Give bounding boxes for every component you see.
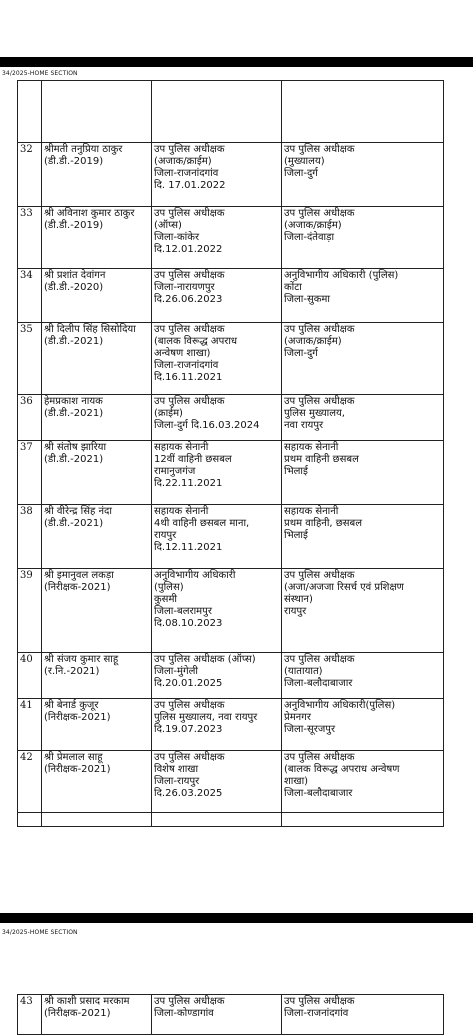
officer-name-cell — [42, 441, 152, 505]
new-posting-cell — [282, 995, 444, 1035]
page-header-2: 34/2025-HOME SECTION — [2, 929, 78, 936]
serial-number-cell: 36 — [18, 395, 42, 441]
serial-number-cell: 35 — [18, 323, 42, 395]
current-posting-cell — [152, 569, 282, 653]
officer-name-line: (निरीक्षक-2021) — [44, 712, 111, 723]
current-posting-line: दि.20.01.2025 — [154, 678, 223, 689]
current-posting-line: दि.22.11.2021 — [154, 478, 223, 489]
table-row — [18, 995, 444, 1035]
current-posting-line: दि.12.01.2022 — [154, 244, 223, 255]
new-posting-line: उप पुलिस अधीक्षक — [284, 144, 355, 155]
page-break-bar — [0, 913, 473, 923]
current-posting-line: जिला-कांकेर — [154, 232, 200, 243]
officer-name-cell — [42, 751, 152, 813]
new-posting-line: उप पुलिस अधीक्षक — [284, 752, 355, 763]
serial-number-cell: 41 — [18, 699, 42, 751]
new-posting-line: जिला-दंतेवाड़ा — [284, 232, 335, 243]
table-continuation-row — [18, 81, 444, 143]
new-posting-cell — [282, 699, 444, 751]
new-posting-cell — [282, 751, 444, 813]
current-posting-line: जिला-राजनांदगांव — [154, 168, 219, 179]
current-posting-line: दि.19.07.2023 — [154, 724, 223, 735]
transfer-table — [17, 80, 444, 827]
current-posting-line: जिला-बलरामपुर — [154, 606, 212, 617]
empty-cell — [152, 813, 282, 827]
table-row — [18, 653, 444, 699]
current-posting-line: दि.08.10.2023 — [154, 618, 223, 629]
new-posting-cell — [282, 323, 444, 395]
officer-name-cell — [42, 207, 152, 269]
new-posting-line: (अजा/अजजा रिसर्च एवं प्रशिक्षण — [284, 582, 404, 593]
current-posting-line: अन्वेषण शाखा) — [154, 348, 211, 359]
officer-name-line: श्री काशी प्रसाद मरकाम — [44, 996, 130, 1007]
officer-name-line: (डी.डी.-2020) — [44, 282, 104, 293]
current-posting-line: जिला-रायपुर — [154, 776, 200, 787]
new-posting-cell — [282, 569, 444, 653]
current-posting-line: दि.26.03.2025 — [154, 788, 223, 799]
officer-name-line: श्री बेनार्ड कुजूर — [44, 700, 99, 711]
new-posting-line: नवा रायपुर — [284, 420, 324, 431]
serial-number-cell: 38 — [18, 505, 42, 569]
officer-name-line: (डी.डी.-2019) — [44, 220, 104, 231]
officer-name-line: हेमप्रकाश नायक — [44, 396, 103, 407]
current-posting-cell — [152, 441, 282, 505]
transfer-table-continued — [17, 994, 444, 1035]
new-posting-cell — [282, 143, 444, 207]
current-posting-line: (अजाक/क्राईम) — [154, 156, 212, 167]
current-posting-line: उप पुलिस अधीक्षक — [154, 324, 225, 335]
current-posting-line: 12वीं वाहिनी छसबल — [154, 454, 232, 465]
serial-number-cell: 43 — [18, 995, 42, 1035]
serial-number-cell: 32 — [18, 143, 42, 207]
new-posting-line: उप पुलिस अधीक्षक — [284, 654, 355, 665]
officer-name-line: श्री प्रशांत देवांगन — [44, 270, 106, 281]
current-posting-cell — [152, 995, 282, 1035]
current-posting-line: जिला-दुर्ग दि.16.03.2024 — [154, 420, 260, 431]
empty-cell — [18, 813, 42, 827]
officer-name-line: (निरीक्षक-2021) — [44, 1008, 111, 1019]
new-posting-line: जिला-सूरजपुर — [284, 724, 336, 735]
current-posting-cell — [152, 269, 282, 323]
new-posting-line: अनुविभागीय अधिकारी(पुलिस) — [284, 700, 396, 711]
current-posting-line: पुलिस मुख्यालय, नवा रायपुर — [154, 712, 258, 723]
current-posting-line: (क्राईम) — [154, 408, 183, 419]
officer-name-cell — [42, 699, 152, 751]
current-posting-line: सहायक सेनानी — [154, 506, 209, 517]
current-posting-cell — [152, 323, 282, 395]
page-header: 34/2025-HOME SECTION — [2, 70, 78, 77]
new-posting-line: उप पुलिस अधीक्षक — [284, 396, 355, 407]
officer-name-line: (निरीक्षक-2021) — [44, 764, 111, 775]
current-posting-line: (बालक विरूद्ध अपराध — [154, 336, 238, 347]
officer-name-line: श्री वीरेन्द्र सिंह नंदा — [44, 506, 112, 517]
officer-name-line: श्री अविनाश कुमार ठाकुर — [44, 208, 135, 219]
new-posting-line: (अजाक/क्राईम) — [284, 336, 342, 347]
current-posting-cell — [152, 207, 282, 269]
new-posting-line: उप पुलिस अधीक्षक — [284, 208, 355, 219]
current-posting-line: उप पुलिस अधीक्षक — [154, 700, 225, 711]
officer-name-line: (डी.डी.-2019) — [44, 156, 104, 167]
table-row — [18, 207, 444, 269]
new-posting-line: जिला-बलौदाबाजार — [284, 788, 353, 799]
new-posting-cell — [282, 395, 444, 441]
new-posting-line: अनुविभागीय अधिकारी (पुलिस) — [284, 270, 399, 281]
current-posting-line: उप पुलिस अधीक्षक — [154, 396, 225, 407]
table-row — [18, 441, 444, 505]
current-posting-line: जिला-कोण्डागांव — [154, 1008, 214, 1019]
officer-name-line: (डी.डी.-2021) — [44, 336, 104, 347]
officer-name-cell — [42, 269, 152, 323]
new-posting-line: प्रथम वाहिनी, छसबल — [284, 518, 363, 529]
officer-name-line: श्री इमानुवल लकड़ा — [44, 570, 114, 581]
new-posting-line: सहायक सेनानी — [284, 506, 339, 517]
current-posting-line: दि.16.11.2021 — [154, 372, 223, 383]
officer-name-line: (डी.डी.-2021) — [44, 408, 104, 419]
current-posting-line: दि.26.06.2023 — [154, 294, 223, 305]
new-posting-line: जिला-सुकमा — [284, 294, 330, 305]
new-posting-line: भिलाई — [284, 530, 308, 541]
current-posting-line: उप पुलिस अधीक्षक — [154, 270, 225, 281]
officer-name-line: (निरीक्षक-2021) — [44, 582, 111, 593]
current-posting-cell — [152, 653, 282, 699]
current-posting-line: दि.12.11.2021 — [154, 542, 223, 553]
current-posting-line: दि. 17.01.2022 — [154, 180, 226, 191]
new-posting-cell — [282, 505, 444, 569]
current-posting-line: 4थी वाहिनी छसबल माना, — [154, 518, 250, 529]
table-row — [18, 143, 444, 207]
current-posting-cell — [152, 143, 282, 207]
current-posting-cell — [152, 395, 282, 441]
current-posting-cell — [152, 699, 282, 751]
serial-number-cell: 37 — [18, 441, 42, 505]
officer-name-cell — [42, 569, 152, 653]
current-posting-line: उप पुलिस अधीक्षक (ऑप्स) — [154, 654, 256, 665]
serial-number-cell: 33 — [18, 207, 42, 269]
current-posting-line: रामानुजगंज — [154, 466, 196, 477]
current-posting-line: उप पुलिस अधीक्षक — [154, 752, 225, 763]
new-posting-line: सहायक सेनानी — [284, 442, 339, 453]
table-row — [18, 569, 444, 653]
new-posting-line: (अजाक/क्राईम) — [284, 220, 342, 231]
new-posting-line: शाखा) — [284, 776, 309, 787]
new-posting-cell — [282, 207, 444, 269]
empty-cell — [42, 813, 152, 827]
new-posting-line: पुलिस मुख्यालय, — [284, 408, 345, 419]
new-posting-line: रायपुर — [284, 606, 307, 617]
officer-name-line: श्री प्रेमलाल साहू — [44, 752, 103, 763]
new-posting-cell — [282, 653, 444, 699]
empty-cell — [282, 813, 444, 827]
serial-number-cell: 42 — [18, 751, 42, 813]
officer-name-line: श्रीमती तनुप्रिया ठाकुर — [44, 144, 123, 155]
current-posting-line: अनुविभागीय अधिकारी — [154, 570, 236, 581]
page-top-bar — [0, 57, 473, 67]
current-posting-line: उप पुलिस अधीक्षक — [154, 208, 225, 219]
current-posting-line: जिला-राजनांदगांव — [154, 360, 219, 371]
new-posting-line: जिला-राजनांदगांव — [284, 1008, 349, 1019]
officer-name-line: (र.नि.-2021) — [44, 666, 100, 677]
current-posting-line: विशेष शाखा — [154, 764, 199, 775]
current-posting-line: रायपुर — [154, 530, 177, 541]
table-row — [18, 323, 444, 395]
officer-name-line: श्री दिलीप सिंह सिसोदिया — [44, 324, 136, 335]
current-posting-line: (पुलिस) — [154, 582, 184, 593]
current-posting-line: कुसमी — [154, 594, 178, 605]
new-posting-cell — [282, 441, 444, 505]
officer-name-line: (डी.डी.-2021) — [44, 518, 104, 529]
new-posting-line: (बालक विरूद्ध अपराध अन्वेषण — [284, 764, 400, 775]
table-empty-row — [18, 813, 444, 827]
officer-name-line: (डी.डी.-2021) — [44, 454, 104, 465]
new-posting-line: उप पुलिस अधीक्षक — [284, 324, 355, 335]
new-posting-line: कोंटा — [284, 282, 302, 293]
current-posting-line: उप पुलिस अधीक्षक — [154, 144, 225, 155]
new-posting-line: जिला-दुर्ग — [284, 168, 318, 179]
new-posting-line: उप पुलिस अधीक्षक — [284, 996, 355, 1007]
current-posting-line: सहायक सेनानी — [154, 442, 209, 453]
officer-name-cell — [42, 395, 152, 441]
serial-number-cell: 34 — [18, 269, 42, 323]
officer-name-cell — [42, 505, 152, 569]
new-posting-cell — [282, 269, 444, 323]
serial-number-cell: 39 — [18, 569, 42, 653]
officer-name-line: श्री संजय कुमार साहू — [44, 654, 119, 665]
officer-name-cell — [42, 653, 152, 699]
table-row — [18, 505, 444, 569]
current-posting-line: उप पुलिस अधीक्षक — [154, 996, 225, 1007]
officer-name-line: श्री संतोष झारिया — [44, 442, 107, 453]
current-posting-cell — [152, 505, 282, 569]
table-row — [18, 699, 444, 751]
officer-name-cell — [42, 995, 152, 1035]
new-posting-line: प्रथम वाहिनी छसबल — [284, 454, 359, 465]
new-posting-line: भिलाई — [284, 466, 308, 477]
table-row — [18, 395, 444, 441]
new-posting-line: जिला-बलौदाबाजार — [284, 678, 353, 689]
officer-name-cell — [42, 143, 152, 207]
table-row — [18, 269, 444, 323]
new-posting-line: उप पुलिस अधीक्षक — [284, 570, 355, 581]
current-posting-line: (ऑप्स) — [154, 220, 182, 231]
current-posting-line: जिला-नारायणपुर — [154, 282, 215, 293]
new-posting-line: (मुख्यालय) — [284, 156, 325, 167]
new-posting-line: संस्थान) — [284, 594, 313, 605]
table-row — [18, 751, 444, 813]
new-posting-line: (यातायात) — [284, 666, 323, 677]
serial-number-cell: 40 — [18, 653, 42, 699]
current-posting-line: जिला-मुंगेली — [154, 666, 198, 677]
new-posting-line: प्रेमनगर — [284, 712, 311, 723]
officer-name-cell — [42, 323, 152, 395]
new-posting-line: जिला-दुर्ग — [284, 348, 318, 359]
current-posting-cell — [152, 751, 282, 813]
